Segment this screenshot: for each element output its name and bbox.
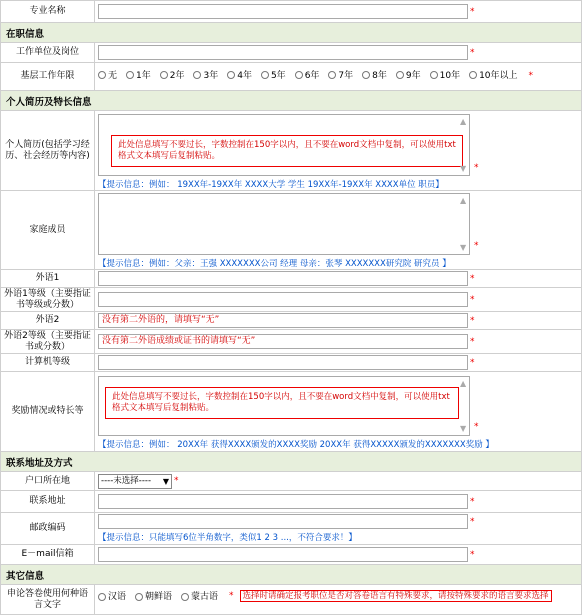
row-major bbox=[1, 1, 582, 23]
family-hint: 【提示信息：例如：父亲：王强 XXXXXXX公司 经理 母亲：张琴 XXXXXXX研究院 研究员 】 bbox=[98, 259, 451, 269]
resume-hint: 【提示信息：例如： 19XX年-19XX年 XXXX大学 学生 19XX年-19XX年 XXXX单位 职员】 bbox=[98, 180, 444, 190]
row-lang1 bbox=[1, 270, 582, 288]
years-option-label: 6年 bbox=[304, 70, 320, 81]
lang1-label: 外语1 bbox=[1, 270, 95, 288]
years-option[interactable] bbox=[98, 71, 117, 82]
row-unit bbox=[1, 43, 582, 63]
lang1-input[interactable] bbox=[98, 271, 468, 286]
lang2-input[interactable]: 没有第二外语的，请填写“无” bbox=[98, 313, 468, 328]
hukou-select[interactable] bbox=[98, 474, 172, 489]
row-lang1-level bbox=[1, 288, 582, 312]
awards-hint: 【提示信息：例如： 20XX年 获得XXXX颁发的XXXX奖励 20XX年 获得XXXXX颁发的XXXXXXX奖励 】 bbox=[98, 440, 494, 450]
scroll-down-icon[interactable]: ▼ bbox=[460, 164, 467, 173]
address-input[interactable] bbox=[98, 494, 468, 509]
resume-textarea[interactable] bbox=[98, 114, 470, 176]
row-family bbox=[1, 191, 582, 270]
exam-lang-option-label: 汉语 bbox=[108, 592, 127, 602]
row-address bbox=[1, 491, 582, 513]
row-years bbox=[1, 63, 582, 91]
address-label: 联系地址 bbox=[1, 491, 95, 513]
resume-label: 个人简历(包括学习经历、社会经历等内容) bbox=[1, 111, 95, 191]
unit-input[interactable] bbox=[98, 45, 468, 60]
years-option[interactable] bbox=[261, 71, 286, 82]
row-lang2 bbox=[1, 312, 582, 330]
lang2-level-label: 外语2等级（主要指证书或分数） bbox=[1, 330, 95, 354]
exam-lang-warning: 选择时请确定报考职位是否对答卷语言有特殊要求，请按特殊要求的语言要求选择 bbox=[240, 590, 552, 602]
awards-label: 奖励情况或特长等 bbox=[1, 372, 95, 452]
email-input[interactable] bbox=[98, 547, 468, 562]
radio-button[interactable] bbox=[135, 593, 143, 601]
family-scrollbar[interactable] bbox=[459, 194, 469, 254]
exam-lang-option-label: 蒙古语 bbox=[191, 592, 219, 602]
required-mark: * bbox=[470, 549, 475, 560]
computer-label: 计算机等级 bbox=[1, 354, 95, 372]
scroll-up-icon[interactable]: ▲ bbox=[460, 379, 467, 388]
required-mark: * bbox=[470, 47, 475, 58]
row-awards bbox=[1, 372, 582, 452]
radio-button[interactable] bbox=[469, 71, 477, 79]
exam-lang-option[interactable] bbox=[98, 589, 126, 602]
hukou-label: 户口所在地 bbox=[1, 472, 95, 491]
years-option[interactable] bbox=[227, 71, 252, 82]
required-mark: * bbox=[470, 273, 475, 284]
section-contact-title: 联系地址及方式 bbox=[1, 452, 582, 472]
required-mark: * bbox=[470, 315, 475, 326]
years-option[interactable] bbox=[469, 71, 517, 82]
radio-button[interactable] bbox=[160, 71, 168, 79]
years-radio-group bbox=[98, 71, 578, 83]
radio-button[interactable] bbox=[261, 71, 269, 79]
years-option-label: 10年以上 bbox=[479, 70, 518, 81]
radio-button[interactable] bbox=[98, 71, 106, 79]
scroll-up-icon[interactable]: ▲ bbox=[460, 117, 467, 126]
exam-lang-radio-group bbox=[98, 591, 227, 601]
radio-button[interactable] bbox=[227, 71, 235, 79]
years-option[interactable] bbox=[328, 71, 353, 82]
years-option[interactable] bbox=[160, 71, 185, 82]
unit-label: 工作单位及岗位 bbox=[1, 43, 95, 63]
years-option-label: 8年 bbox=[372, 70, 387, 81]
row-exam-lang bbox=[1, 585, 582, 615]
required-mark: * bbox=[229, 590, 234, 601]
section-other-title: 其它信息 bbox=[1, 565, 582, 585]
section-job bbox=[1, 23, 582, 43]
required-mark: * bbox=[474, 241, 479, 251]
awards-textarea[interactable] bbox=[98, 376, 470, 436]
years-option[interactable] bbox=[126, 71, 151, 82]
years-option[interactable] bbox=[295, 71, 320, 82]
section-contact bbox=[1, 452, 582, 472]
awards-notice: 此处信息填写不要过长，字数控制在150字以内，且不要在word文档中复制，可以使用txt格式文本填写后复制粘贴。 bbox=[105, 387, 459, 419]
radio-button[interactable] bbox=[362, 71, 370, 79]
radio-button[interactable] bbox=[181, 593, 189, 601]
required-mark: * bbox=[528, 70, 534, 81]
required-mark: * bbox=[470, 336, 475, 347]
radio-button[interactable] bbox=[193, 71, 201, 79]
years-option-label: 7年 bbox=[338, 70, 354, 81]
years-option[interactable] bbox=[193, 71, 218, 82]
section-job-title: 在职信息 bbox=[1, 23, 582, 43]
resume-notice: 此处信息填写不要过长，字数控制在150字以内，且不要在word文档中复制，可以使用txt格式文本填写后复制粘贴。 bbox=[111, 135, 463, 167]
zip-label: 邮政编码 bbox=[1, 513, 95, 545]
years-option-label: 3年 bbox=[203, 70, 219, 81]
years-option[interactable] bbox=[430, 71, 460, 82]
zip-input[interactable] bbox=[98, 514, 468, 529]
radio-button[interactable] bbox=[295, 71, 303, 79]
required-mark: * bbox=[174, 476, 179, 486]
family-label: 家庭成员 bbox=[1, 191, 95, 270]
awards-scrollbar[interactable] bbox=[459, 377, 469, 435]
row-hukou bbox=[1, 472, 582, 491]
email-label: E－mail信箱 bbox=[1, 545, 95, 565]
hukou-select-value: ----未选择---- bbox=[101, 475, 152, 486]
chevron-down-icon: ▼ bbox=[162, 476, 169, 486]
section-other bbox=[1, 565, 582, 585]
radio-button[interactable] bbox=[430, 71, 438, 79]
years-option[interactable] bbox=[362, 71, 387, 82]
required-mark: * bbox=[470, 294, 475, 305]
radio-button[interactable] bbox=[126, 71, 134, 79]
scroll-down-icon[interactable]: ▼ bbox=[460, 424, 467, 433]
years-option[interactable] bbox=[396, 71, 421, 82]
required-mark: * bbox=[470, 516, 475, 527]
major-label: 专业名称 bbox=[1, 1, 95, 23]
required-mark: * bbox=[474, 163, 479, 173]
required-mark: * bbox=[474, 422, 479, 432]
years-option-label: 5年 bbox=[270, 70, 286, 81]
required-mark: * bbox=[470, 496, 475, 507]
scroll-up-icon[interactable]: ▲ bbox=[460, 196, 467, 205]
required-mark: * bbox=[470, 6, 475, 17]
years-option-label: 1年 bbox=[136, 70, 151, 81]
required-mark: * bbox=[470, 357, 475, 368]
years-option-label: 10年 bbox=[439, 70, 461, 81]
exam-lang-option-label: 朝鲜语 bbox=[145, 592, 173, 602]
years-option-label: 9年 bbox=[405, 70, 421, 81]
row-computer bbox=[1, 354, 582, 372]
exam-lang-label: 申论答卷使用何种语言文字 bbox=[1, 585, 95, 615]
radio-button[interactable] bbox=[98, 593, 106, 601]
zip-hint: 【提示信息：只能填写6位半角数字，类似1 2 3 ...，不符合要求！】 bbox=[98, 533, 357, 543]
radio-button[interactable] bbox=[328, 71, 336, 79]
row-email bbox=[1, 545, 582, 565]
lang1-level-input[interactable] bbox=[98, 292, 468, 307]
scroll-down-icon[interactable]: ▼ bbox=[460, 243, 467, 252]
years-option-label: 4年 bbox=[237, 70, 252, 81]
years-option-label: 2年 bbox=[169, 70, 185, 81]
row-resume bbox=[1, 111, 582, 191]
radio-button[interactable] bbox=[396, 71, 404, 79]
exam-lang-option[interactable] bbox=[181, 589, 218, 602]
years-option-label: 无 bbox=[108, 70, 118, 81]
resume-scrollbar[interactable] bbox=[459, 115, 469, 175]
family-textarea[interactable] bbox=[98, 193, 470, 255]
lang1-level-label: 外语1等级（主要指证书等级或分数） bbox=[1, 288, 95, 312]
major-input[interactable] bbox=[98, 4, 468, 19]
lang2-level-input[interactable]: 没有第二外语成绩或证书的请填写“无” bbox=[98, 334, 468, 349]
row-lang2-level bbox=[1, 330, 582, 354]
computer-input[interactable] bbox=[98, 355, 468, 370]
section-resume-title: 个人简历及特长信息 bbox=[1, 91, 582, 111]
exam-lang-option[interactable] bbox=[135, 589, 172, 602]
section-resume bbox=[1, 91, 582, 111]
years-label: 基层工作年限 bbox=[1, 63, 95, 91]
lang2-label: 外语2 bbox=[1, 312, 95, 330]
row-zip bbox=[1, 513, 582, 545]
